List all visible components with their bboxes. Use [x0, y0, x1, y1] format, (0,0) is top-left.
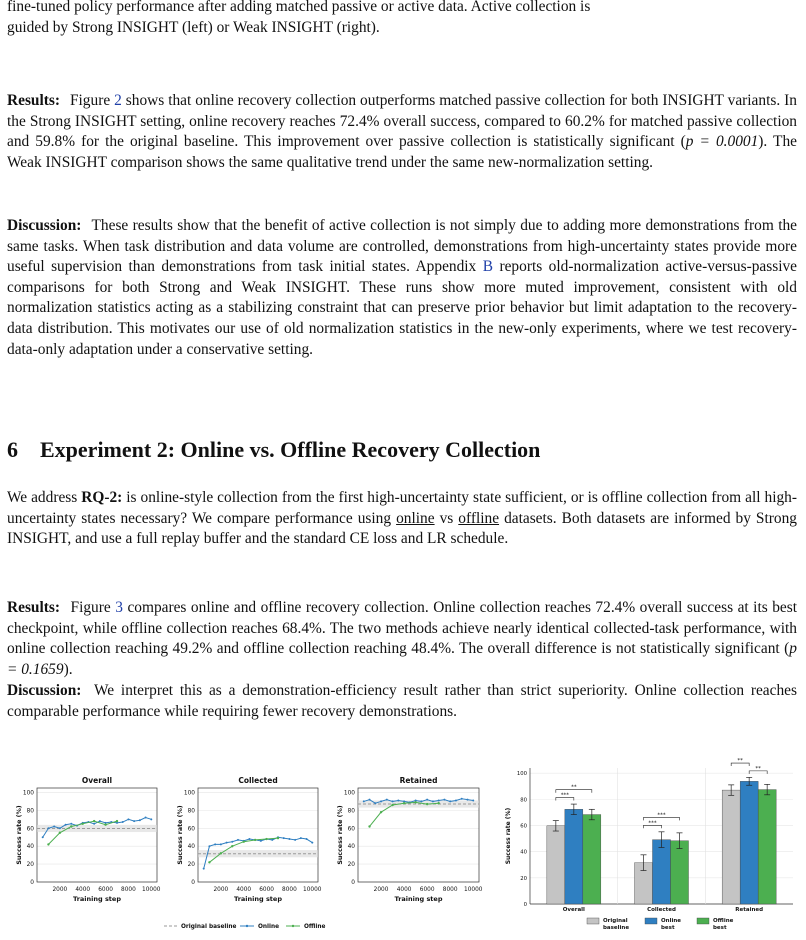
online-point [59, 827, 61, 829]
figure-3-link[interactable]: 3 [115, 599, 123, 616]
bar-y-axis-label: Success rate (%) [505, 807, 512, 865]
figure-2-link[interactable]: 2 [114, 92, 122, 109]
intro-text-end: datasets. Both datasets are informed by Strong INSIGHT, and use a full replay buffer and the standard CE loss and LR schedule. [7, 509, 797, 548]
online-point [363, 800, 365, 802]
bar-legend-label: Online [661, 918, 682, 924]
bar-legend-swatch [645, 918, 657, 924]
panel-title: Retained [399, 776, 438, 785]
vs-word: vs [439, 509, 454, 527]
bar-legend-label: Original [603, 918, 628, 924]
online-point [226, 842, 228, 844]
x-tick-label: 4000 [236, 887, 252, 893]
offline-point [414, 801, 416, 803]
caption-line-2: guided by Strong INSIGHT (left) or Weak INSIGHT (right). [7, 18, 380, 36]
discussion-paragraph-2 [7, 681, 797, 722]
legend-baseline-label: Original baseline [181, 924, 237, 930]
y-tick-label: 40 [187, 844, 195, 851]
online-point [369, 799, 371, 801]
bar [565, 809, 583, 904]
online-point [145, 817, 147, 819]
figure-word: Figure [69, 92, 111, 109]
significance-stars: *** [657, 812, 666, 819]
online-point [203, 868, 205, 870]
section-number: 6 [7, 437, 18, 462]
discussion-text: We interpret this as a demonstration-efficiency result rather than strict superiority. Online collection reaches comparable performance while requiring fewer recovery demonstrations. [7, 682, 797, 720]
y-tick-label: 0 [191, 880, 195, 886]
section-heading [7, 437, 540, 463]
significance-stars: ** [755, 765, 761, 772]
y-tick-label: 80 [26, 808, 34, 815]
online-point [53, 825, 55, 827]
x-tick-label: 8000 [282, 887, 297, 893]
offline-point [437, 802, 439, 804]
y-tick-label: 100 [22, 790, 34, 797]
offline-point [391, 804, 393, 806]
discussion-label: Discussion: [7, 682, 82, 699]
online-point [300, 837, 302, 839]
y-tick-label: 20 [26, 862, 34, 869]
y-tick-label: 100 [183, 790, 195, 797]
bar [758, 790, 776, 904]
online-point [127, 818, 129, 820]
online-point [438, 800, 440, 802]
bar-y-tick-label: 100 [516, 771, 527, 778]
legend-offline-marker [292, 925, 294, 927]
results-text-end: ). [63, 660, 73, 678]
y-tick-label: 0 [351, 880, 355, 886]
results-text: compares online and offline recovery collection. Online collection reaches 72.4% overall success at its best checkpoint, while offline collection reaches 68.4%. The two methods achieve nearly identical collected-task performance, with online collection reaching 49.2% and offline collection reaching 48.4%. The overall difference is not statistically significant ( [7, 599, 798, 658]
significance-stars: *** [648, 820, 657, 827]
offline-point [70, 825, 72, 827]
online-point [306, 838, 308, 840]
offline-point [116, 820, 118, 822]
discussion-label: Discussion: [7, 217, 82, 234]
online-point [294, 839, 296, 841]
online-point [47, 827, 49, 829]
x-tick-label: 10000 [303, 887, 322, 893]
y-axis-label: Success rate (%) [177, 805, 184, 865]
x-tick-label: 6000 [98, 887, 113, 893]
offline-point [104, 824, 106, 826]
online-point [397, 800, 399, 802]
section-title: Experiment 2: Online vs. Offline Recovery Collection [40, 437, 541, 462]
online-point [420, 800, 422, 802]
online-point [288, 838, 290, 840]
online-point [237, 839, 239, 841]
online-point [455, 800, 457, 802]
online-point [271, 839, 273, 841]
x-tick-label: 10000 [464, 887, 483, 893]
axes-frame [198, 788, 318, 882]
online-point [374, 802, 376, 804]
online-point [122, 821, 124, 823]
panel-title: Collected [238, 776, 278, 785]
discussion-text-end: reports old-normalization active-versus-passive comparisons for both Strong and Weak INSIGHT. These runs show more muted improvement, consistent with old normalization statistics acting as a stabilizing constraint that can preserve prior behavior but limit adaptation to the recovery-data distribution. This motivates our use of old normalization statistics in the new-only experiments, where we test recovery-data-only adaptation under a conservative setting. [7, 258, 798, 358]
online-point [443, 799, 445, 801]
online-point [150, 818, 152, 820]
bar-y-tick-label: 20 [520, 875, 527, 882]
online-term: online [396, 509, 435, 527]
offline-point [231, 845, 233, 847]
offline-point [93, 820, 95, 822]
y-tick-label: 40 [347, 844, 355, 851]
panel-title: Overall [81, 776, 113, 785]
y-tick-label: 60 [26, 826, 34, 833]
x-tick-label: 4000 [75, 887, 91, 893]
x-tick-label: 8000 [442, 887, 458, 893]
y-axis-label: Success rate (%) [337, 805, 344, 865]
y-tick-label: 40 [26, 844, 34, 851]
y-tick-label: 80 [187, 808, 195, 815]
online-point [386, 799, 388, 801]
x-tick-label: 2000 [213, 887, 229, 893]
online-point [426, 799, 428, 801]
bar [722, 790, 740, 904]
intro-pre: We address [7, 489, 78, 506]
bar-legend-label: baseline [603, 925, 630, 931]
bar-y-tick-label: 40 [520, 849, 527, 856]
x-tick-label: 4000 [396, 887, 412, 893]
bar [583, 815, 601, 904]
offline-point [426, 803, 428, 805]
x-axis-label: Training step [234, 895, 282, 903]
legend-offline-label: Offline [304, 924, 326, 930]
axes-frame [37, 788, 157, 882]
x-tick-label: 6000 [419, 887, 435, 893]
online-point [260, 840, 262, 842]
offline-point [82, 823, 84, 825]
online-point [42, 836, 44, 838]
significance-stars: *** [560, 792, 569, 799]
intro-paragraph [7, 488, 797, 550]
offline-point [254, 839, 256, 841]
online-point [449, 800, 451, 802]
offline-point [277, 837, 279, 839]
y-tick-label: 100 [343, 790, 355, 797]
x-axis-label: Training step [394, 895, 443, 903]
results-label: Results: [7, 599, 61, 616]
offline-point [380, 811, 382, 813]
bar [547, 826, 565, 904]
significance-stars: ** [737, 758, 743, 765]
bar-y-tick-label: 80 [520, 797, 527, 804]
online-point [283, 837, 285, 839]
offline-point [265, 838, 267, 840]
y-tick-label: 80 [347, 808, 355, 815]
legend-online-marker [246, 925, 248, 927]
online-point [248, 838, 250, 840]
legend-online-label: Online [258, 924, 280, 930]
online-point [380, 800, 382, 802]
bar-legend-swatch [697, 918, 709, 924]
offline-point [208, 861, 210, 863]
online-point [214, 843, 216, 845]
y-tick-label: 60 [347, 826, 355, 833]
x-tick-label: 2000 [52, 887, 68, 893]
x-axis-label: Training step [73, 895, 121, 903]
discussion-text: These results show that the benefit of active collection is not simply due to adding more demonstrations from the same tasks. When task distribution and data volume are controlled, demonstrations from high-uncertainty states provide more useful supervision than demonstrations from task initial states. Appendix [7, 217, 797, 276]
online-point [311, 842, 313, 844]
bar-category-label: Overall [562, 907, 585, 913]
bar-y-tick-label: 0 [523, 902, 527, 908]
results-label: Results: [7, 92, 61, 109]
bar-legend-label: best [661, 925, 675, 931]
bar-legend-label: Offline [713, 918, 734, 924]
bar-category-label: Retained [735, 907, 764, 913]
y-axis-label: Success rate (%) [16, 805, 23, 865]
intro-text: is online-style collection from the first high-uncertainty state sufficient, or is offline collection from all high-uncertainty states necessary? We compare performance using [7, 489, 797, 527]
y-tick-label: 20 [187, 862, 195, 869]
x-tick-label: 2000 [373, 887, 389, 893]
p-value: p = 0.1659 [7, 640, 797, 678]
x-tick-label: 6000 [259, 887, 274, 893]
rq-label: RQ-2: [81, 489, 123, 506]
online-point [461, 798, 463, 800]
y-tick-label: 0 [30, 880, 34, 886]
online-point [231, 841, 233, 843]
offline-point [220, 852, 222, 854]
online-point [208, 845, 210, 847]
online-point [466, 799, 468, 801]
bar-legend-label: best [713, 925, 727, 931]
caption-continuation [7, 0, 797, 38]
significance-stars: ** [571, 784, 577, 791]
bar [653, 840, 671, 904]
online-point [65, 824, 67, 826]
offline-term: offline [458, 509, 500, 527]
bar-y-tick-label: 60 [520, 823, 527, 830]
offline-point [403, 802, 405, 804]
bar [740, 781, 758, 904]
online-point [93, 823, 95, 825]
discussion-paragraph-1 [7, 216, 797, 360]
online-point [70, 823, 72, 825]
x-tick-label: 8000 [121, 887, 136, 893]
offline-point [243, 841, 245, 843]
results-paragraph-1 [7, 91, 797, 173]
offline-point [368, 825, 370, 827]
p-value: p = 0.0001 [685, 133, 759, 151]
offline-point [47, 843, 49, 845]
offline-point [59, 832, 61, 834]
x-tick-label: 10000 [142, 887, 161, 893]
caption-line-1: fine-tuned policy performance after adding matched passive or active data. Active collection is [7, 0, 591, 15]
bar-category-label: Collected [647, 907, 676, 913]
bar [671, 841, 689, 904]
results-text: shows that online recovery collection outperforms matched passive collection for both INSIGHT variants. In the Strong INSIGHT setting, online recovery reaches 72.4% overall success, compared to 60.2% for matched passive collection and 59.8% for the original baseline. This improvement over passive collection is statistically significant ( [7, 92, 797, 151]
bar-legend-swatch [587, 918, 599, 924]
results-paragraph-2 [7, 598, 797, 680]
y-tick-label: 20 [347, 862, 355, 869]
online-point [432, 800, 434, 802]
figure-3 [0, 752, 806, 940]
online-point [99, 820, 101, 822]
online-point [139, 819, 141, 821]
appendix-b-link[interactable]: B [482, 258, 493, 276]
online-point [220, 843, 222, 845]
results-text-end: ). The Weak INSIGHT comparison shows the same qualitative trend under the same new-normalization setting. [7, 133, 797, 171]
online-point [392, 800, 394, 802]
figure-word: Figure [70, 599, 111, 616]
online-point [472, 800, 474, 802]
y-tick-label: 60 [187, 826, 195, 833]
online-point [133, 820, 135, 822]
